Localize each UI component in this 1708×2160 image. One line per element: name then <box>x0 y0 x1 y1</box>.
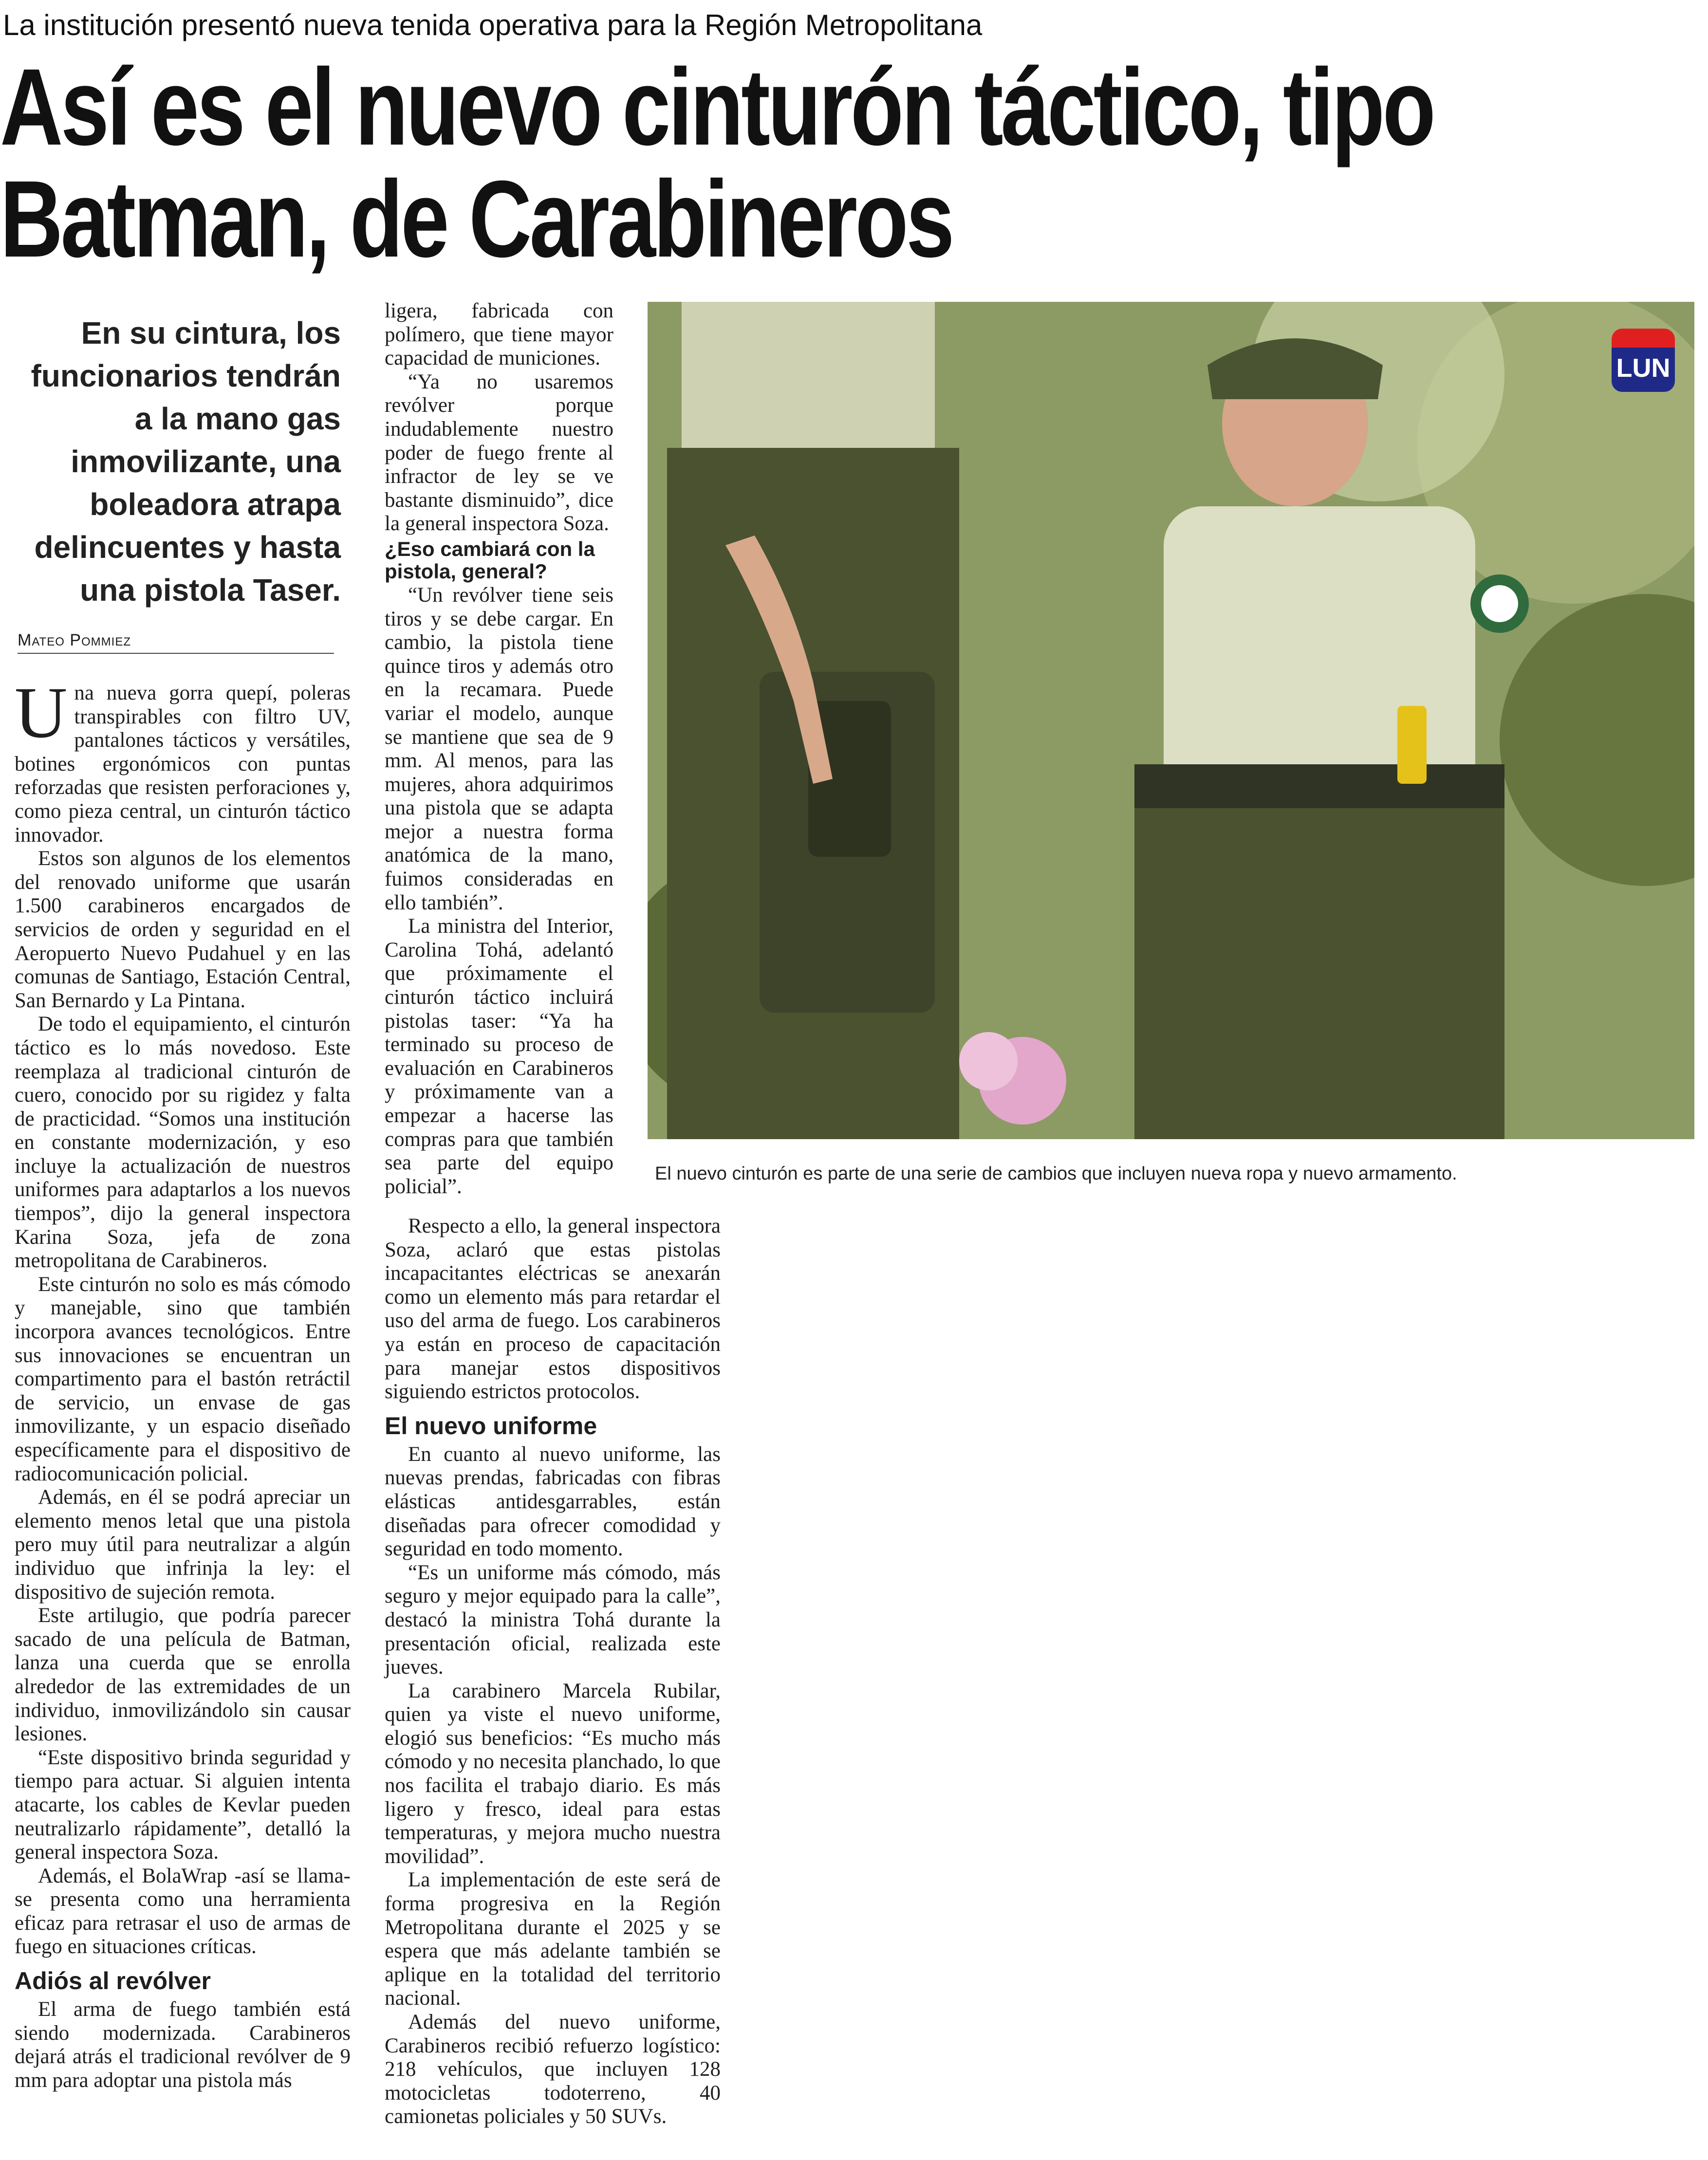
kicker: La institución presentó nueva tenida operativa para la Región Metropolitana <box>3 9 983 41</box>
lun-logo: LUN <box>1612 329 1675 392</box>
paragraph: La ministra del Interior, Carolina Tohá, adelantó que próximamente el cinturón táctico incluirá pistolas taser: “Ya ha terminado su proceso de evaluación en Carabineros y próximamente van a empezar a hacerse las compras para que también sea parte del equipo policial”. <box>385 915 613 1198</box>
headline-line-2: Batman, de Carabineros <box>0 158 952 280</box>
paragraph: Además del nuevo uniforme, Carabineros recibió refuerzo logístico: 218 vehículos, que incluyen 128 motocicletas todoterreno, 40 camionetas policiales y 50 SUVs. <box>385 2011 721 2128</box>
subheading-adios-al-revolver: Adiós al revólver <box>15 1967 211 1995</box>
paragraph: En cuanto al nuevo uniforme, las nuevas prendas, fabricadas con fibras elásticas antidesgarrables, están diseñadas para ofrecer comodidad y seguridad en todo momento. <box>385 1442 721 1561</box>
paragraph: De todo el equipamiento, el cinturón táctico es lo más novedoso. Este reemplaza al tradicional cinturón de cuero, conocido por su rigidez y falta de practicidad. “Somos una institución en constante modernización, y eso incluye la actualización de nuestros uniformes para adaptarlos a los nuevos tiempos”, dijo la general inspectora Karina Soza, jefa de zona metropolitana de Carabineros. <box>15 1013 351 1273</box>
subheading-el-nuevo-uniforme: El nuevo uniforme <box>385 1412 597 1440</box>
paragraph: El arma de fuego también está siendo modernizada. Carabineros dejará atrás el tradicional revólver de 9 mm para adoptar una pistola más <box>15 1998 351 2092</box>
article-column-2 <box>385 299 613 1199</box>
byline: Mateo Pommiez <box>18 631 334 654</box>
paragraph-text: na nueva gorra quepí, poleras transpirables con filtro UV, pantalones tácticos y versátiles, botines ergonómicos con puntas reforzadas que resisten perforaciones y, como pieza central, un cinturón táctico innovador. <box>15 682 351 847</box>
paragraph: “Ya no usaremos revólver porque indudablemente nuestro poder de fuego frente al infractor de ley se ve bastante disminuido”, dice la general inspectora Soza. <box>385 370 613 535</box>
article-column-1 <box>15 672 351 2092</box>
article-column-3 <box>385 1215 721 2129</box>
paragraph: Estos son algunos de los elementos del renovado uniforme que usarán 1.500 carabineros encargados de servicios de orden y seguridad en el Aeropuerto Nuevo Pudahuel y en las comunas de Santiago, Estación Central, San Bernardo y La Pintana. <box>15 847 351 1012</box>
paragraph <box>15 672 351 847</box>
paragraph: Este artilugio, que podría parecer sacado de una película de Batman, lanza una cuerda que se enrolla alrededor de las extremidades de un individuo, inmovilizándolo sin causar lesiones. <box>15 1604 351 1746</box>
paragraph: Además, en él se podrá apreciar un elemento menos letal que una pistola pero muy útil para neutralizar a algún individuo que infrinja la ley: el dispositivo de sujeción remota. <box>15 1486 351 1604</box>
photo-caption: El nuevo cinturón es parte de una serie de cambios que incluyen nueva ropa y nuevo armamento. <box>655 1163 1457 1184</box>
paragraph: La implementación de este será de forma progresiva en la Región Metropolitana durante el 2025 y se espera que más adelante también se aplique en la totalidad del territorio nacional. <box>385 1868 721 2010</box>
paragraph: “Un revólver tiene seis tiros y se debe cargar. En cambio, la pistola tiene quince tiros y además otro en la recamara. Puede variar el modelo, aunque se mantiene que sea de 9 mm. Al menos, para las mujeres, ahora adquirimos una pistola que se adapta mejor a nuestra forma anatómica de la mano, fuimos consideradas en ello también”. <box>385 583 613 914</box>
headline-line-1: Así es el nuevo cinturón táctico, tipo <box>0 46 1434 168</box>
headline <box>0 46 1434 280</box>
photo-illustration <box>648 302 1694 1139</box>
paragraph: Este cinturón no solo es más cómodo y manejable, sino que también incorpora avances tecnológicos. Entre sus innovaciones se encuentran un compartimento para el bastón retráctil de servicio, un envase de gas inmovilizante, y un espacio diseñado específicamente para el dispositivo de radiocomunicación policial. <box>15 1273 351 1485</box>
paragraph: “Este dispositivo brinda seguridad y tiempo para actuar. Si alguien intenta atacarte, los cables de Kevlar pueden neutralizarlo rápidamente”, detalló la general inspectora Soza. <box>15 1746 351 1864</box>
paragraph: “Es un uniforme más cómodo, más seguro y mejor equipado para la calle”, destacó la ministra Tohá durante la presentación oficial, realizada este jueves. <box>385 1561 721 1679</box>
interview-question: ¿Eso cambiará con la pistola, general? <box>385 537 595 583</box>
paragraph: La carabinero Marcela Rubilar, quien ya viste el nuevo uniforme, elogió sus beneficios: “Es mucho más cómodo y no necesita planchado, lo que nos facilita el trabajo diario. Es más ligero y fresco, ideal para estas temperaturas, y mejora mucho nuestra movilidad”. <box>385 1679 721 1868</box>
news-photo <box>648 302 1694 1139</box>
paragraph: ligera, fabricada con polímero, que tiene mayor capacidad de municiones. <box>385 299 613 370</box>
paragraph: Además, el BolaWrap -así se llama- se presenta como una herramienta eficaz para retrasar el uso de armas de fuego en situaciones críticas. <box>15 1864 351 1958</box>
drop-cap: U <box>15 672 68 753</box>
paragraph: Respecto a ello, la general inspectora Soza, aclaró que estas pistolas incapacitantes eléctricas se anexarán como un elemento más para retardar el uso del arma de fuego. Los carabineros ya están en proceso de capacitación para manejar estos dispositivos siguiendo estrictos protocolos. <box>385 1215 721 1403</box>
lead-paragraph: En su cintura, los funcionarios tendrán a la mano gas inmovilizante, una boleadora atrapa delincuentes y hasta una pistola Taser. <box>31 315 341 608</box>
